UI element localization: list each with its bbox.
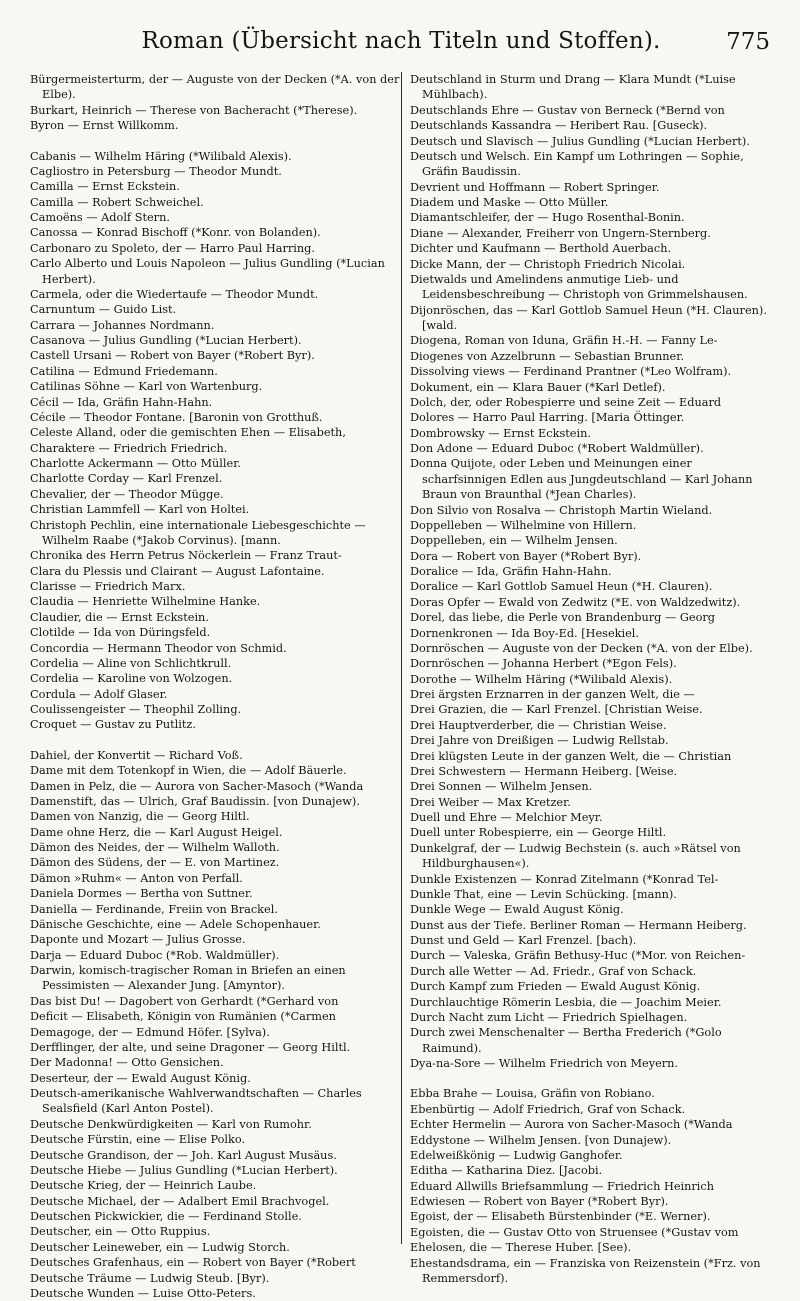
left-column bbox=[30, 72, 405, 1301]
index-entry: Dornröschen — Auguste von der Decken (*A. von der Elbe). bbox=[410, 641, 753, 655]
index-entry: Croquet — Gustav zu Putlitz. bbox=[30, 718, 196, 732]
index-entry: Egoisten, die — Gustav Otto von Struensee (*Gustav vom bbox=[410, 1225, 739, 1239]
index-entry: Deutschen Pickwickier, die — Ferdinand Stolle. bbox=[30, 1210, 302, 1223]
index-entry: Drei Weiber — Max Kretzer. bbox=[410, 795, 571, 809]
index-entry: Catilinas Söhne — Karl von Wartenburg. bbox=[30, 380, 263, 394]
index-entry: Deutsche Michael, der — Adalbert Emil Brachvogel. bbox=[30, 1194, 330, 1208]
index-entry: Cordula — Adolf Glaser. bbox=[30, 687, 168, 701]
index-entry: Deutschlands Kassandra — Heribert Rau. [Guseck). bbox=[410, 119, 708, 133]
index-entry: Eddystone — Wilhelm Jensen. [von Dunajew). bbox=[410, 1133, 672, 1147]
index-entry: Dietwalds und Amelindens anmutige Lieb- und Leidensbeschreibung — Christoph von Grimmelshausen. bbox=[410, 272, 748, 302]
index-entry: Daniela Dormes — Bertha von Suttner. bbox=[30, 887, 253, 901]
index-entry: Clotilde — Ida von Düringsfeld. bbox=[30, 626, 211, 640]
index-entry: Dolores — Harro Paul Harring. [Maria Öttinger. bbox=[410, 411, 685, 425]
index-entry: Duell und Ehre — Melchior Meyr. bbox=[410, 811, 603, 824]
index-entry: Edwiesen — Robert von Bayer (*Robert Byr). bbox=[410, 1195, 669, 1208]
index-entry: Deutsche Hiebe — Julius Gundling (*Lucian Herbert). bbox=[30, 1163, 338, 1177]
index-entry: Durch Nacht zum Licht — Friedrich Spielhagen. bbox=[410, 1010, 688, 1024]
index-entry: Drei Grazien, die — Karl Frenzel. [Christian Weise. bbox=[410, 703, 703, 717]
index-entry: Diane — Alexander, Freiherr von Ungern-Sternberg. bbox=[410, 226, 711, 240]
index-entry: Deutsche Wunden — Luise Otto-Peters. bbox=[30, 1286, 256, 1300]
index-entry: Demagoge, der — Edmund Höfer. [Sylva). bbox=[30, 1025, 270, 1039]
index-entry: Deutsch und Slavisch — Julius Gundling (*Lucian Herbert). bbox=[410, 134, 750, 148]
index-entry: Camoëns — Adolf Stern. bbox=[30, 211, 170, 224]
index-entry: Dänische Geschichte, eine — Adele Schopenhauer. bbox=[30, 917, 321, 931]
section-gap bbox=[30, 134, 405, 149]
index-entry: Carlo Alberto und Louis Napoleon — Julius Gundling (*Lucian Herbert). bbox=[30, 257, 385, 286]
index-entry: Carnuntum — Guido List. bbox=[30, 303, 177, 317]
index-entry: Dunkelgraf, der — Ludwig Bechstein (s. auch »Rätsel von Hildburghausen«). bbox=[410, 841, 741, 871]
index-entry: Daponte und Mozart — Julius Grosse. bbox=[30, 933, 246, 947]
index-entry: Dornröschen — Johanna Herbert (*Egon Fels). bbox=[410, 657, 677, 671]
index-entry: Christian Lammfell — Karl von Holtei. bbox=[30, 503, 250, 517]
index-entry: Donna Quijote, oder Leben und Meinungen einer scharfsinnigen Edlen aus Jungdeutschland — Karl Johann Braun von Braunthal (*Jean Charles). bbox=[410, 457, 753, 502]
index-entry: Byron — Ernst Willkomm. bbox=[30, 119, 179, 133]
index-entry: Dunkle Wege — Ewald August König. bbox=[410, 903, 624, 917]
index-entry: Concordia — Hermann Theodor von Schmid. bbox=[30, 641, 287, 655]
index-entry: Damen in Pelz, die — Aurora von Sacher-Masoch (*Wanda bbox=[30, 779, 364, 793]
index-entry: Eduard Allwills Briefsammlung — Friedrich Heinrich bbox=[410, 1179, 715, 1193]
index-entry: Clarisse — Friedrich Marx. bbox=[30, 580, 186, 593]
index-entry: Der Madonna! — Otto Gensichen. bbox=[30, 1056, 224, 1070]
index-entry: Burkart, Heinrich — Therese von Bacheracht (*Therese). bbox=[30, 103, 358, 117]
index-entry: Doralice — Ida, Gräfin Hahn-Hahn. bbox=[410, 565, 612, 578]
index-entry: Dora — Robert von Bayer (*Robert Byr). bbox=[410, 549, 642, 563]
index-entry: Carmela, oder die Wiedertaufe — Theodor Mundt. bbox=[30, 287, 319, 301]
index-entry: Damenstift, das — Ulrich, Graf Baudissin. [von Dunajew). bbox=[30, 794, 360, 808]
index-entry: Ebba Brahe — Louisa, Gräfin von Robiano. bbox=[410, 1087, 655, 1101]
index-entry: Cabanis — Wilhelm Häring (*Wilibald Alexis). bbox=[30, 149, 292, 163]
index-entry: Dokument, ein — Klara Bauer (*Karl Detlef). bbox=[410, 380, 666, 394]
index-entry: Cordelia — Karoline von Wolzogen. bbox=[30, 672, 233, 686]
index-entry: Dämon des Neides, der — Wilhelm Walloth. bbox=[30, 841, 280, 854]
running-head: Roman (Übersicht nach Titeln und Stoffen). bbox=[141, 28, 661, 54]
index-entry: Coulissengeister — Theophil Zolling. bbox=[30, 703, 242, 716]
index-entry: Durch alle Wetter — Ad. Friedr., Graf von Schack. bbox=[410, 964, 697, 978]
index-entry: Doppelleben, ein — Wilhelm Jensen. bbox=[410, 534, 618, 548]
index-entry: Casanova — Julius Gundling (*Lucian Herbert). bbox=[30, 334, 302, 347]
index-entry: Bürgermeisterturm, der — Auguste von der Decken (*A. von der Elbe). bbox=[30, 73, 400, 102]
index-entry: Durchlauchtige Römerin Lesbia, die — Joachim Meier. bbox=[410, 995, 722, 1009]
index-entry: Drei Jahre von Dreißigen — Ludwig Rellstab. bbox=[410, 734, 669, 748]
index-entry: Clara du Plessis und Clairant — August Lafontaine. bbox=[30, 564, 325, 578]
index-entry: Doralice — Karl Gottlob Samuel Heun (*H. Clauren). bbox=[410, 580, 713, 594]
index-entry: Charlotte Corday — Karl Frenzel. bbox=[30, 472, 223, 486]
index-entry: Camilla — Robert Schweichel. bbox=[30, 195, 204, 209]
index-entry: Dolch, der, oder Robespierre und seine Zeit — Eduard bbox=[410, 395, 722, 409]
index-entry: Dombrowsky — Ernst Eckstein. bbox=[410, 426, 591, 440]
index-entry: Dya-na-Sore — Wilhelm Friedrich von Meyern. bbox=[410, 1057, 679, 1070]
index-entry: Dichter und Kaufmann — Berthold Auerbach. bbox=[410, 242, 672, 256]
index-entry: Daniella — Ferdinande, Freiin von Brackel. bbox=[30, 902, 278, 916]
index-entry: Canossa — Konrad Bischoff (*Konr. von Bolanden). bbox=[30, 226, 321, 240]
index-entry: Echter Hermelin — Aurora von Sacher-Masoch (*Wanda bbox=[410, 1118, 733, 1132]
index-entry: Don Silvio von Rosalva — Christoph Martin Wieland. bbox=[410, 503, 713, 517]
index-entry: Deutschlands Ehre — Gustav von Berneck (*Bernd von bbox=[410, 103, 725, 117]
index-entry: Devrient und Hoffmann — Robert Springer. bbox=[410, 180, 660, 194]
index-entry: Dicke Mann, der — Christoph Friedrich Nicolai. bbox=[410, 257, 686, 271]
index-entry: Deutsches Grafenhaus, ein — Robert von Bayer (*Robert bbox=[30, 1256, 356, 1270]
index-entry: Dame mit dem Totenkopf in Wien, die — Adolf Bäuerle. bbox=[30, 764, 347, 778]
index-entry: Ehestandsdrama, ein — Franziska von Reizenstein (*Frz. von Remmersdorf). bbox=[410, 1256, 761, 1285]
page-number: 775 bbox=[726, 29, 770, 55]
section-gap bbox=[30, 733, 405, 748]
index-entry: Cécile — Theodor Fontane. [Baronin von Grotthuß. bbox=[30, 410, 323, 424]
index-entry: Doras Opfer — Ewald von Zedwitz (*E. von Waldzedwitz). bbox=[410, 595, 741, 609]
index-entry: Drei klügsten Leute in der ganzen Welt, die — Christian bbox=[410, 749, 732, 763]
index-entry: Diadem und Maske — Otto Müller. bbox=[410, 196, 609, 209]
index-entry: Dunkle That, eine — Levin Schücking. [mann). bbox=[410, 887, 677, 901]
index-entry: Dunst und Geld — Karl Frenzel. [bach). bbox=[410, 934, 637, 947]
index-entry: Egoist, der — Elisabeth Bürstenbinder (*E. Werner). bbox=[410, 1210, 711, 1224]
index-entry: Charlotte Ackermann — Otto Müller. bbox=[30, 457, 241, 470]
index-entry: Deutsche Träume — Ludwig Steub. [Byr). bbox=[30, 1271, 270, 1285]
index-entry: Cagliostro in Petersburg — Theodor Mundt. bbox=[30, 164, 282, 178]
index-entry: Deutscher, ein — Otto Ruppius. bbox=[30, 1225, 211, 1239]
page-header bbox=[28, 28, 774, 62]
index-entry: Drei ärgsten Erznarren in der ganzen Welt, die — bbox=[410, 688, 695, 701]
index-entry: Dunkle Existenzen — Konrad Zitelmann (*Konrad Tel- bbox=[410, 872, 719, 886]
index-entry: Diamantschleifer, der — Hugo Rosenthal-Bonin. bbox=[410, 211, 685, 225]
index-entry: Damen von Nanzig, die — Georg Hiltl. bbox=[30, 810, 250, 824]
index-entry: Carbonaro zu Spoleto, der — Harro Paul Harring. bbox=[30, 241, 316, 255]
index-entry: Durch zwei Menschenalter — Bertha Frederich (*Golo Raimund). bbox=[410, 1026, 722, 1055]
index-entry: Durch Kampf zum Frieden — Ewald August König. bbox=[410, 980, 701, 994]
index-entry: Dornenkronen — Ida Boy-Ed. [Hesekiel. bbox=[410, 626, 640, 640]
index-entry: Dunst aus der Tiefe. Berliner Roman — Hermann Heiberg. bbox=[410, 918, 747, 932]
index-entry: Chronika des Herrn Petrus Nöckerlein — Franz Traut- bbox=[30, 549, 342, 563]
index-entry: Deutsch und Welsch. Ein Kampf um Lothringen — Sophie, Gräfin Baudissin. bbox=[410, 149, 744, 179]
index-entry: Derfflinger, der alte, und seine Dragoner — Georg Hiltl. bbox=[30, 1040, 351, 1054]
index-entry: Cordelia — Aline von Schlichtkrull. bbox=[30, 656, 232, 670]
index-entry: Chevalier, der — Theodor Mügge. bbox=[30, 487, 224, 501]
index-entry: Camilla — Ernst Eckstein. bbox=[30, 180, 180, 194]
index-entry: Claudier, die — Ernst Eckstein. bbox=[30, 610, 209, 624]
index-entry: Dämon des Südens, der — E. von Martinez. bbox=[30, 856, 280, 870]
index-entry: Dämon »Ruhm« — Anton von Perfall. bbox=[30, 871, 243, 885]
index-entry: Charaktere — Friedrich Friedrich. bbox=[30, 441, 228, 455]
index-entry: Carrara — Johannes Nordmann. bbox=[30, 318, 215, 332]
index-entry: Doppelleben — Wilhelmine von Hillern. bbox=[410, 518, 637, 532]
index-entry: Deutsche Fürstin, eine — Elise Polko. bbox=[30, 1133, 246, 1147]
index-entry: Deutsche Krieg, der — Heinrich Laube. bbox=[30, 1179, 257, 1193]
index-entry: Drei Sonnen — Wilhelm Jensen. bbox=[410, 780, 593, 794]
index-entry: Deutsche Denkwürdigkeiten — Karl von Rumohr. bbox=[30, 1117, 312, 1131]
section-gap bbox=[410, 1071, 778, 1086]
index-entry: Dissolving views — Ferdinand Prantner (*Leo Wolfram). bbox=[410, 365, 732, 379]
index-entry: Deutschland in Sturm und Drang — Klara Mundt (*Luise Mühlbach). bbox=[410, 73, 736, 102]
index-entry: Das bist Du! — Dagobert von Gerhardt (*Gerhard von bbox=[30, 994, 339, 1008]
index-entry: Catilina — Edmund Friedemann. bbox=[30, 364, 218, 378]
index-entry: Ebenbürtig — Adolf Friedrich, Graf von Schack. bbox=[410, 1102, 686, 1116]
right-column bbox=[410, 72, 778, 1286]
index-entry: Darja — Eduard Duboc (*Rob. Waldmüller). bbox=[30, 948, 280, 962]
index-entry: Duell unter Robespierre, ein — George Hiltl. bbox=[410, 826, 667, 840]
index-entry: Don Adone — Eduard Duboc (*Robert Waldmüller). bbox=[410, 442, 704, 455]
index-entry: Edelweißkönig — Ludwig Ganghofer. bbox=[410, 1148, 623, 1162]
index-entry: Ehelosen, die — Therese Huber. [See). bbox=[410, 1241, 632, 1255]
index-entry: Cécil — Ida, Gräfin Hahn-Hahn. bbox=[30, 395, 213, 409]
index-entry: Deserteur, der — Ewald August König. bbox=[30, 1071, 251, 1085]
index-entry: Deutsche Grandison, der — Joh. Karl August Musäus. bbox=[30, 1148, 337, 1162]
index-entry: Dijonröschen, das — Karl Gottlob Samuel Heun (*H. Clauren). [wald. bbox=[410, 303, 767, 332]
index-entry: Dorothe — Wilhelm Häring (*Wilibald Alexis). bbox=[410, 672, 673, 686]
index-entry: Castell Ursani — Robert von Bayer (*Robert Byr). bbox=[30, 349, 315, 363]
index-entry: Deficit — Elisabeth, Königin von Rumänien (*Carmen bbox=[30, 1010, 336, 1024]
index-entry: Dorel, das liebe, die Perle von Brandenburg — Georg bbox=[410, 611, 716, 625]
index-entry: Editha — Katharina Diez. [Jacobi. bbox=[410, 1164, 603, 1178]
index-entry: Darwin, komisch-tragischer Roman in Briefen an einen Pessimisten — Alexander Jung. [Amyntor). bbox=[30, 964, 346, 993]
index-entry: Durch — Valeska, Gräfin Bethusy-Huc (*Mor. von Reichen- bbox=[410, 949, 746, 963]
index-entry: Diogenes von Azzelbrunn — Sebastian Brunner. bbox=[410, 349, 684, 363]
index-entry: Christoph Pechlin, eine internationale Liebesgeschichte — Wilhelm Raabe (*Jakob Corvinus). [mann. bbox=[30, 518, 366, 547]
index-entry: Deutscher Leineweber, ein — Ludwig Storch. bbox=[30, 1240, 290, 1254]
index-entry: Dame ohne Herz, die — Karl August Heigel. bbox=[30, 825, 283, 839]
index-entry: Celeste Alland, oder die gemischten Ehen — Elisabeth, bbox=[30, 426, 346, 440]
column-divider bbox=[401, 72, 402, 1244]
index-entry: Diogena, Roman von Iduna, Gräfin H.-H. — Fanny Le- bbox=[410, 334, 718, 348]
index-entry: Drei Schwestern — Hermann Heiberg. [Weise. bbox=[410, 764, 678, 778]
index-entry: Claudia — Henriette Wilhelmine Hanke. bbox=[30, 595, 261, 609]
index-entry: Drei Hauptverderber, die — Christian Weise. bbox=[410, 718, 667, 732]
index-entry: Dahiel, der Konvertit — Richard Voß. bbox=[30, 748, 243, 762]
index-entry: Deutsch-amerikanische Wahlverwandtschaften — Charles Sealsfield (Karl Anton Postel). bbox=[30, 1087, 362, 1116]
